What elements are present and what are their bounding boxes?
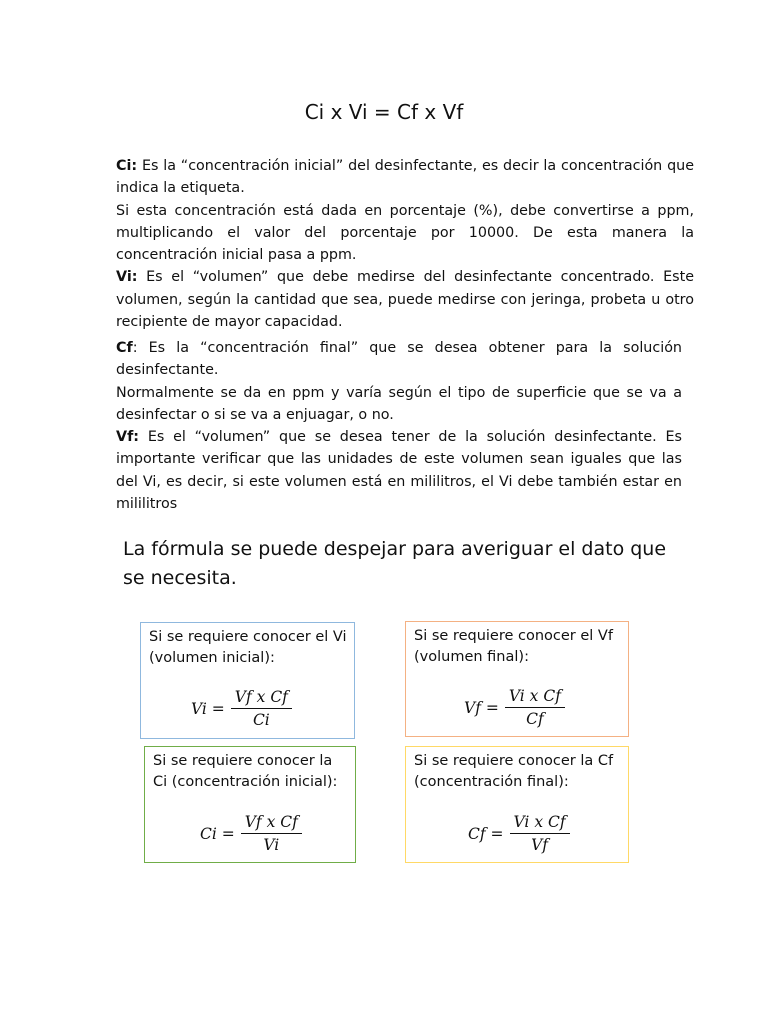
definition-ci-note: Si esta concentración está dada en porcentaje (%), debe convertirse a ppm, multiplicando el valor del porcentaje por 10000. De esta manera la concentración inicial pasa a ppm.: [116, 202, 694, 264]
definition-vf: [116, 426, 682, 515]
definitions-block-initial: [116, 155, 694, 333]
definition-vf-text: Es el “volumen” que se desea tener de la solución desinfectante. Es importante verificar que las unidades de este volumen sean iguales que las del Vi, es decir, si este volumen está en mililitros, el Vi debe también estar en mililitros: [116, 429, 682, 513]
formula-vi-lhs: Vi =: [191, 699, 225, 718]
formula-cf: [468, 813, 570, 854]
formula-box-cf: [405, 746, 629, 863]
formula-vi: [191, 688, 292, 729]
formula-ci-numerator: Vf x Cf: [241, 813, 302, 834]
formula-vf-fraction: [505, 687, 565, 728]
formula-vf-denominator: Cf: [526, 710, 544, 728]
formula-vi-numerator: Vf x Cf: [231, 688, 292, 709]
formula-box-vi-label: Si se requiere conocer el Vi (volumen inicial):: [149, 629, 347, 666]
definition-ci: [116, 155, 694, 200]
term-vf: Vf:: [116, 429, 140, 446]
formula-box-vf: [405, 621, 629, 737]
definition-cf-text: : Es la “concentración final” que se desea obtener para la solución desinfectante.: [116, 340, 682, 379]
term-cf: Cf: [116, 340, 133, 356]
formula-vf-lhs: Vf =: [464, 698, 499, 717]
formula-ci: [200, 813, 302, 854]
formula-vi-fraction: [231, 688, 292, 729]
formula-box-cf-label: Si se requiere conocer la Cf (concentración final):: [414, 753, 614, 790]
formula-cf-lhs: Cf =: [468, 824, 504, 843]
definition-ci-text: Es la “concentración inicial” del desinfectante, es decir la concentración que indica la etiqueta.: [116, 158, 694, 197]
term-ci: Ci:: [116, 158, 138, 174]
formula-vf: [464, 687, 565, 728]
term-vi: Vi:: [116, 269, 138, 286]
formula-vi-denominator: Ci: [252, 711, 270, 729]
formula-cf-denominator: Vf: [531, 836, 549, 854]
formula-box-vf-label: Si se requiere conocer el Vf (volumen final):: [414, 628, 613, 665]
page-title: Ci x Vi = Cf x Vf: [304, 100, 464, 124]
formula-cf-fraction: [510, 813, 570, 854]
formula-intro: La fórmula se puede despejar para averiguar el dato que se necesita.: [123, 538, 667, 589]
definition-cf: [116, 337, 682, 382]
definition-vi: [116, 266, 694, 333]
definition-cf-note: Normalmente se da en ppm y varía según el tipo de superficie que se va a desinfectar o si se va a enjuagar, o no.: [116, 384, 682, 423]
formula-vf-numerator: Vi x Cf: [505, 687, 565, 708]
definition-vi-text: Es el “volumen” que debe medirse del desinfectante concentrado. Este volumen, según la cantidad que sea, puede medirse con jeringa, probeta u otro recipiente de mayor capacidad.: [116, 269, 694, 331]
formula-cf-numerator: Vi x Cf: [510, 813, 570, 834]
formula-ci-denominator: Vi: [263, 836, 280, 854]
formula-box-ci: [144, 746, 356, 863]
definitions-block-final: [116, 337, 682, 515]
formula-ci-lhs: Ci =: [200, 824, 235, 843]
formula-box-ci-label: Si se requiere conocer la Ci (concentración inicial):: [153, 753, 338, 790]
formula-box-vi: [140, 622, 355, 739]
formula-ci-fraction: [241, 813, 302, 854]
